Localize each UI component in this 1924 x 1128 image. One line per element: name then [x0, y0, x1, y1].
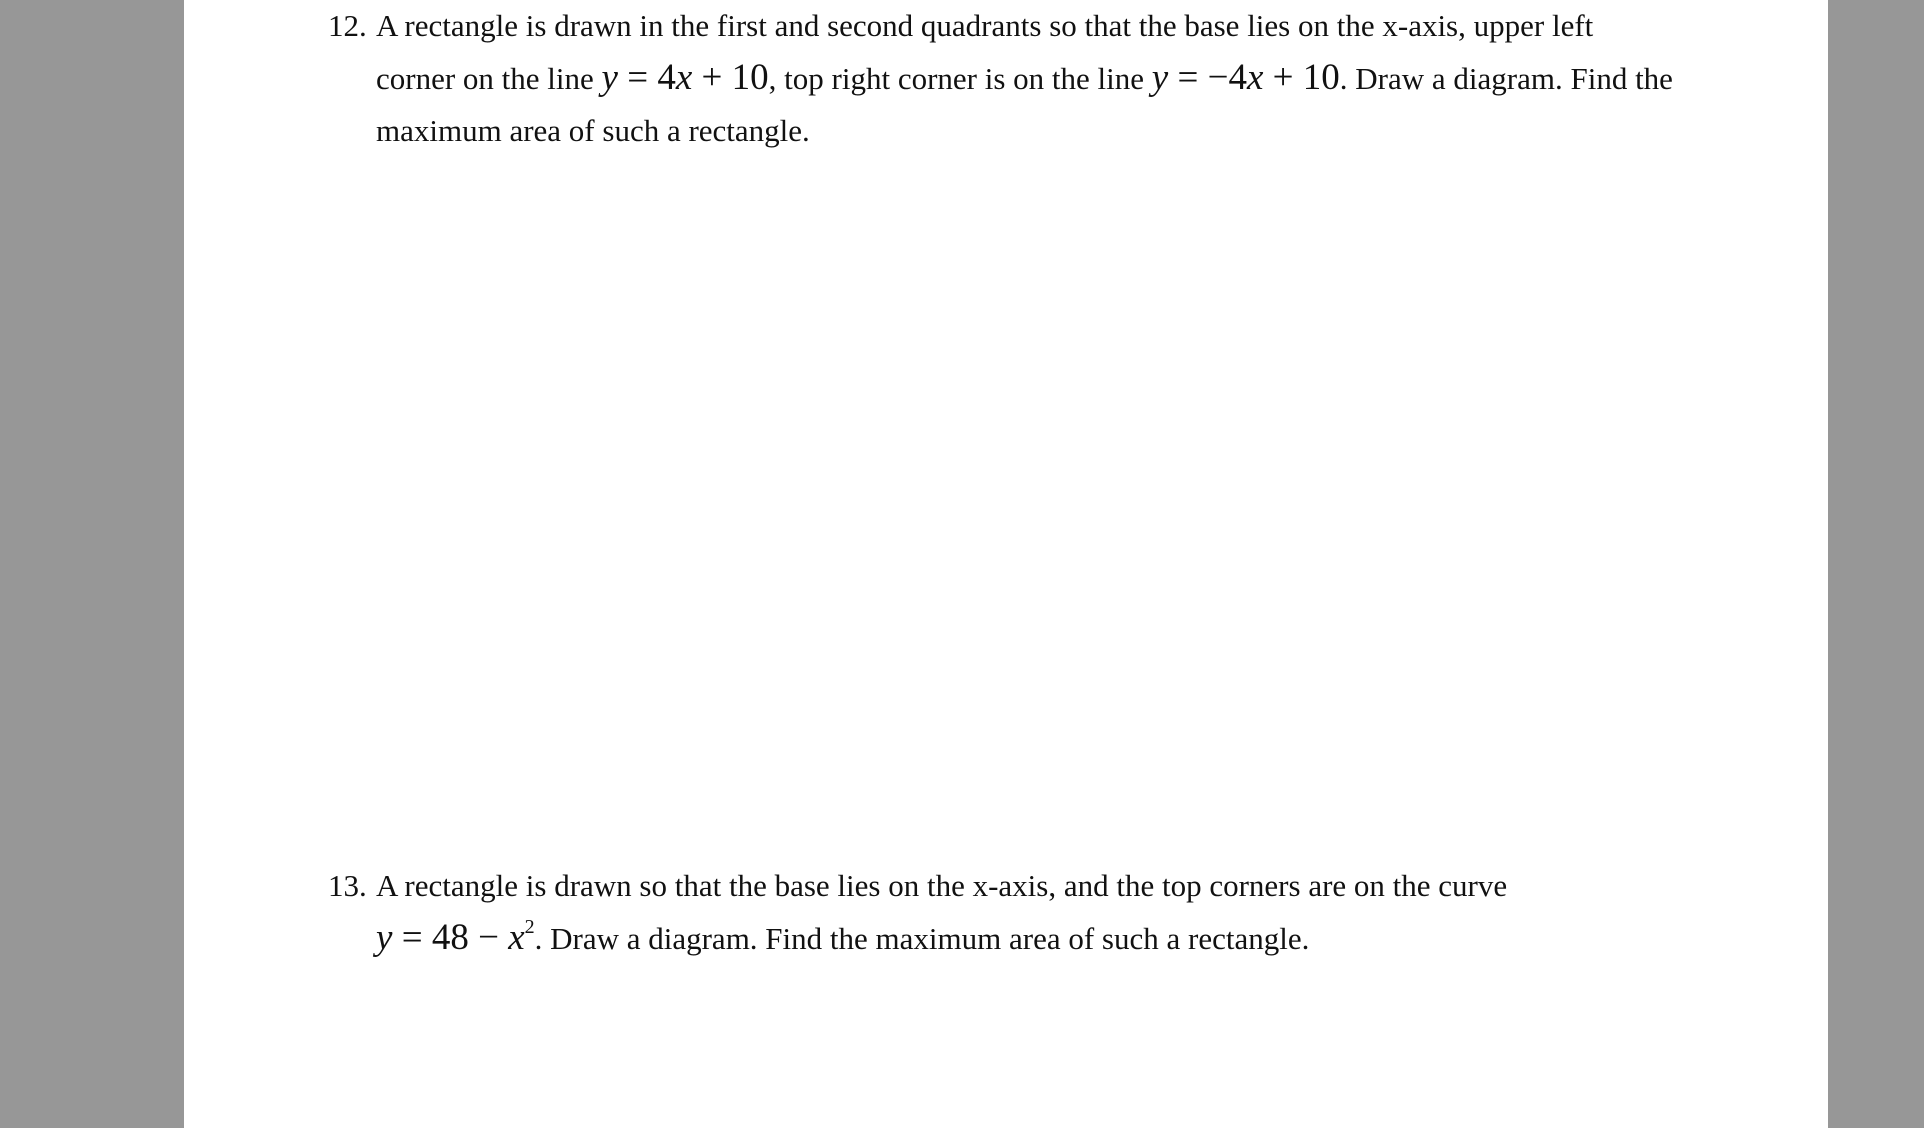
problem-text: A rectangle is drawn so that the base lies on the x-axis, and the top corners are on the curve: [376, 868, 1508, 903]
equation-lhs: y: [376, 917, 393, 958]
problem-text: corner on the line: [376, 61, 602, 96]
problem-13-line-1: [328, 860, 1808, 912]
problem-text: . Draw a diagram. Find the maximum area of such a rectangle.: [534, 921, 1310, 956]
equation-variable: x: [508, 917, 525, 958]
equation-equals: =: [1168, 57, 1208, 98]
problem-text: . Draw a diagram. Find the: [1339, 61, 1673, 96]
equation-constant: + 10: [692, 57, 769, 98]
problem-text: maximum area of such a rectangle.: [376, 113, 810, 148]
equation-lhs: y: [1151, 57, 1169, 98]
equation-coefficient: 4: [657, 57, 676, 98]
equation-constant: 48 −: [431, 917, 509, 958]
document-page: [184, 0, 1828, 1128]
equation-equals: =: [617, 57, 658, 98]
problem-12: [328, 0, 1808, 157]
problem-13: [328, 860, 1808, 965]
equation-variable: x: [1246, 57, 1264, 98]
equation-coefficient: −4: [1207, 57, 1247, 98]
problem-12-line-2: [328, 52, 1808, 105]
problem-text: , top right corner is on the line: [768, 61, 1152, 96]
equation-line-2: [1152, 57, 1340, 98]
equation-constant: + 10: [1263, 57, 1340, 98]
equation-exponent: 2: [524, 916, 535, 938]
equation-curve: [376, 917, 535, 958]
problem-12-line-1: [328, 0, 1808, 52]
equation-equals: =: [392, 917, 432, 958]
problem-12-line-3: [328, 105, 1808, 157]
problem-13-line-2: [328, 912, 1808, 965]
equation-lhs: y: [601, 57, 618, 98]
problem-number: 13.: [328, 868, 367, 903]
equation-variable: x: [675, 57, 693, 98]
equation-line-1: [602, 57, 769, 98]
problem-text: A rectangle is drawn in the first and second quadrants so that the base lies on the x-axis, upper left: [376, 8, 1594, 43]
problem-number: 12.: [328, 8, 367, 43]
